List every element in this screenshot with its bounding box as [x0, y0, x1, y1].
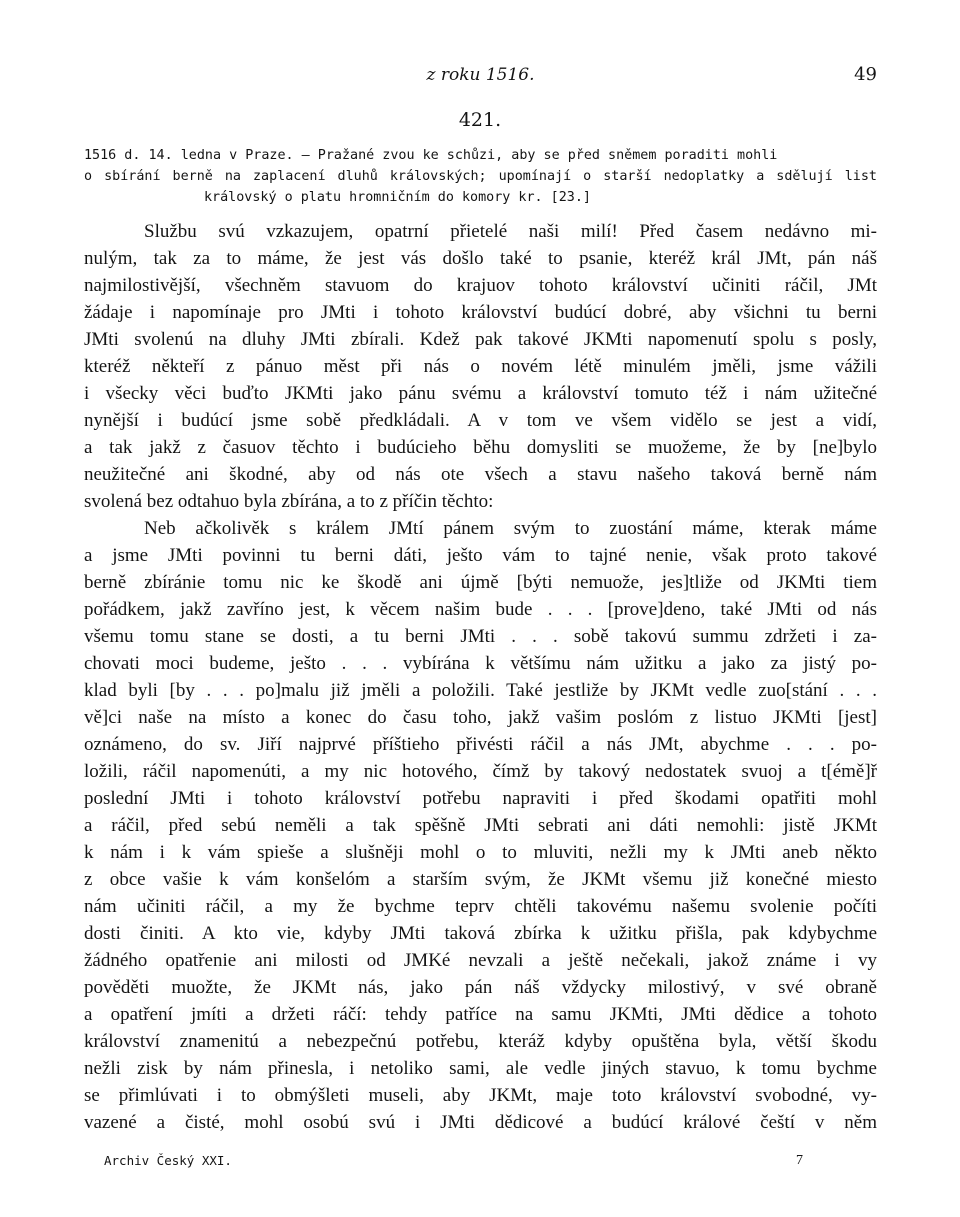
text-line: žádného opatřenie ani milosti od JMKé nevzali a ještě nečekali, jakož známe i vy: [84, 950, 877, 971]
text-line: berně zbíránie tomu nic ke škodě ani újmě [býti nemuože, jes]tliže od JKMti tiem: [84, 572, 877, 593]
document-number: 421.: [458, 109, 502, 131]
text-line: Službu svú vzkazujem, opatrní přietelé naši milí! Před časem nedávno mi-: [144, 221, 877, 242]
text-line: svolená bez odtahuo byla zbírána, a to z příčin těchto:: [84, 491, 494, 512]
regest-line: o sbírání berně na zaplacení dluhů královských; upomínají o starší nedoplatky a sdělují list: [84, 169, 877, 184]
text-line: všemu tomu stane se dosti, a tu berni JMti . . . sobě takovú summu zdržeti i za-: [84, 626, 877, 647]
page-number: 49: [854, 64, 877, 85]
text-line: nežli zisk by nám přinesla, i netoliko sami, ale vedle jiných stavuo, k tomu bychme: [84, 1058, 877, 1079]
text-line: vě]ci naše na místo a konec do času toho, jakž vašim poslóm z listuo JKMti [jest]: [84, 707, 877, 728]
text-line: se přimlúvati i to obmýšleti museli, aby JKMt, maje toto království svobodné, vy-: [84, 1085, 877, 1106]
text-line: oznámeno, do sv. Jiří najprvé příštieho přivésti ráčil a nás JMt, abychme . . . po-: [84, 734, 877, 755]
text-line: z obce vašie k vám konšelóm a starším svým, že JKMt všemu již konečné miesto: [84, 869, 877, 890]
text-line: království znamenitú a nebezpečnú potřebu, kteráž kdyby opuštěna byla, větší škodu: [84, 1031, 877, 1052]
running-head: [84, 60, 877, 90]
page-footer: [84, 1150, 877, 1172]
text-line: chovati moci budeme, ješto . . . vybírána k většímu nám užitku a jako za jistý po-: [84, 653, 877, 674]
regest-line: královský o platu hromničním do komory kr. [23.]: [204, 190, 591, 205]
regest-line: 1516 d. 14. ledna v Praze. — Pražané zvou ke schůzi, aby se před sněmem poraditi mohli: [84, 148, 778, 163]
text-line: neužitečné ani škodné, aby od nás ote všech a stavu našeho taková berně nám: [84, 464, 877, 485]
text-line: a ráčil, před sebú neměli a tak spěšně JMti sebrati ani dáti nemohli: jistě JKMt: [84, 815, 877, 836]
text-line: klad byli [by . . . po]malu již jměli a položili. Také jestliže by JKMt vedle zuo[stání . . .: [84, 680, 877, 701]
text-line: i všecky věci buďto JKMti jako pánu svému a království tomuto též i nám užitečné: [84, 383, 877, 404]
text-line: kteréž někteří z pánuo měst při nás o novém létě minulém jměli, jsme vážili: [84, 356, 877, 377]
text-line: pověděti muožte, že JKMt nás, jako pán náš vždycky milostivý, v své obraně: [84, 977, 877, 998]
text-line: JMti svolenú na dluhy JMti zbírali. Kdež pak takové JKMti napomenutí spolu s posly,: [84, 329, 877, 350]
text-line: dosti činiti. A kto vie, kdyby JMti taková zbírka k užitku přišla, pak kdybychme: [84, 923, 877, 944]
text-line: a jsme JMti povinni tu berni dáti, ješto vám to tajné nenie, však proto takové: [84, 545, 877, 566]
text-line: Neb ačkolivěk s králem JMtí pánem svým to zuostání máme, kterak máme: [144, 518, 877, 539]
text-line: k nám i k vám spieše a slušněji mohl o to mluviti, nežli my k JMti aneb někto: [84, 842, 877, 863]
text-line: nám učiniti ráčil, a my že bychme teprv chtěli takovému našemu svolenie počíti: [84, 896, 877, 917]
text-line: najmilostivější, všechněm stavuom do krajuov tohoto království učiniti ráčil, JMt: [84, 275, 877, 296]
running-title: z roku 1516.: [426, 65, 535, 85]
text-line: vazené a čisté, mohl osobú svú i JMti dědicové a budúcí králové čeští v něm: [84, 1112, 877, 1133]
text-line: nulým, tak za to máme, že jest vás došlo také to psanie, kteréž král JMt, pán náš: [84, 248, 877, 269]
paragraph-1: [84, 218, 877, 515]
signature-mark: 7: [796, 1153, 803, 1168]
source-note: Archiv Český XXI.: [104, 1153, 232, 1168]
text-line: nynější i budúcí jsme sobě předkládali. A v tom ve všem vidělo se jest a vidí,: [84, 410, 877, 431]
paragraph-2: [84, 515, 877, 1136]
text-line: žádaje i napomínaje pro JMti i tohoto království budúcí dobré, aby všichni tu berni: [84, 302, 877, 323]
letter-body: [84, 218, 877, 1136]
text-line: ložili, ráčil napomenúti, a my nic hotového, čímž by takový nedostatek svuoj a t[émě]ř: [84, 761, 877, 782]
text-line: pořádkem, jakž zavříno jest, k věcem našim bude . . . [prove]deno, také JMti od nás: [84, 599, 877, 620]
text-line: a opatření jmíti a držeti ráčí: tehdy patříce na samu JKMti, JMti dědice a tohoto: [84, 1004, 877, 1025]
regest-summary: [84, 145, 877, 208]
text-line: poslední JMti i tohoto království potřebu napraviti i před škodami opatřiti mohl: [84, 788, 877, 809]
text-line: a tak jakž z časuov těchto i budúcieho běhu domysliti se muožeme, že by [ne]bylo: [84, 437, 877, 458]
